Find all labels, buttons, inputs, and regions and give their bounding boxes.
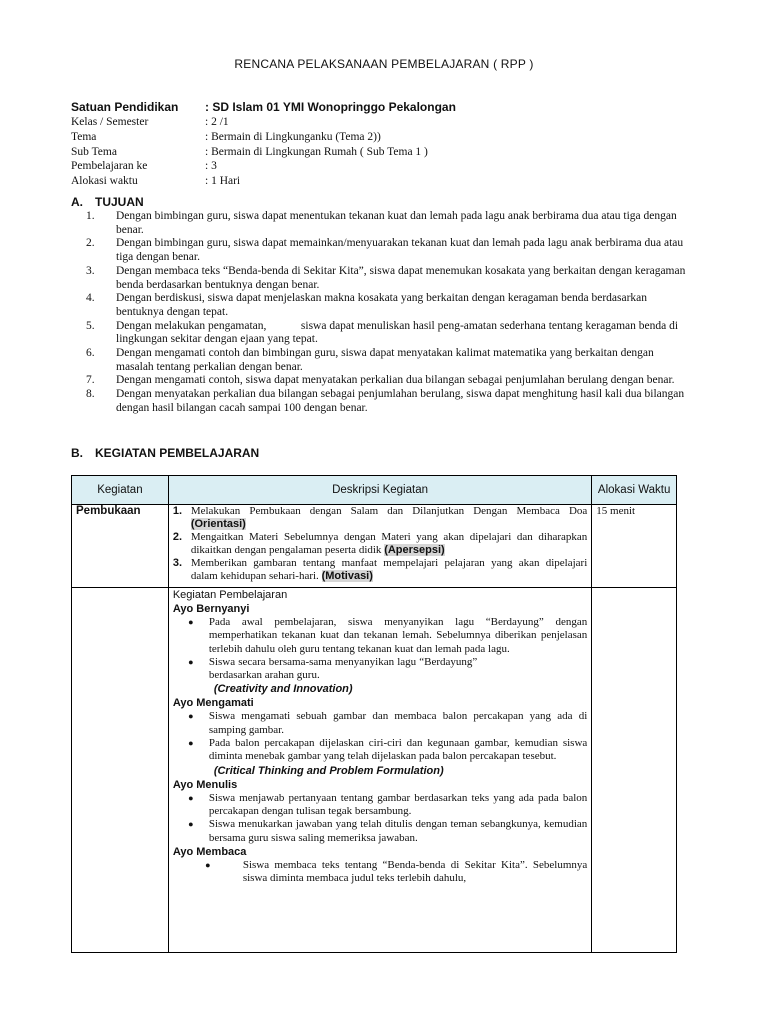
goal-text: Dengan mengamati contoh, siswa dapat menyatakan perkalian dua bilangan sebagai penjumlahan berulang dengan benar. xyxy=(116,374,675,387)
goal-text: Dengan melakukan pengamatan, siswa dapat menuliskan hasil peng-amatan sederhana tentang keragaman benda di lingkungan sekitar dengan ejaan yang tepat. xyxy=(116,319,681,346)
goal-text: Dengan mengamati contoh dan bimbingan guru, siswa dapat menyatakan kalimat matematika yang berkaitan dengan masalah tentang perkalian dengan benar. xyxy=(116,347,654,373)
activities-table xyxy=(71,475,677,953)
goal-item xyxy=(86,265,694,292)
block-title: Ayo Membaca xyxy=(172,845,247,858)
section-letter: A. xyxy=(71,195,83,209)
bullet-icon: ● xyxy=(188,617,194,627)
item-text: Melakukan Pembukaan dengan Salam dan Dilanjutkan Dengan Membaca Doa xyxy=(190,505,588,517)
bullet-icon: ● xyxy=(188,792,194,803)
goal-item xyxy=(86,347,694,374)
list-item xyxy=(173,616,587,656)
goal-item xyxy=(86,237,694,264)
list-item xyxy=(173,818,587,845)
bullet-icon: ● xyxy=(188,656,194,667)
bullet-text: Siswa menjawab pertanyaan tentang gambar berdasarkan teks yang ada pada balon percakapan dengan tulisan tegak bersambung. xyxy=(208,791,588,817)
goal-number: 5. xyxy=(86,319,95,332)
goal-text: Dengan bimbingan guru, siswa dapat menentukan tekanan kuat dan lemah pada lagu anak berbirama dua atau tiga dengan benar. xyxy=(116,210,677,236)
goal-item xyxy=(86,292,694,319)
goal-number: 4. xyxy=(86,292,95,305)
identity-label: Pembelajaran ke xyxy=(71,160,148,173)
goal-number: 1. xyxy=(86,210,95,222)
identity-row xyxy=(71,130,691,145)
identity-label: Satuan Pendidikan xyxy=(71,100,179,114)
identity-label: Tema xyxy=(71,130,97,143)
opening-time: 15 menit xyxy=(592,505,677,588)
identity-value: : Bermain di Lingkunganku (Tema 2)) xyxy=(205,130,381,143)
item-content xyxy=(191,531,587,557)
bullet-list xyxy=(173,792,587,845)
goal-number: 8. xyxy=(86,388,95,401)
bullet-text: Siswa membaca teks tentang “Benda-benda di Sekitar Kita”. Sebelumnya siswa diminta membaca judul teks terlebih dahulu, xyxy=(242,858,588,885)
header-kegiatan: Kegiatan xyxy=(72,476,169,505)
block-title: Ayo Mengamati xyxy=(172,697,254,710)
bullet-list xyxy=(173,859,587,886)
block-title: Ayo Bernyanyi xyxy=(172,603,250,615)
section-title: TUJUAN xyxy=(95,195,144,209)
core-time xyxy=(592,588,677,953)
block-title: Ayo Menulis xyxy=(172,778,238,791)
bullet-list xyxy=(173,616,587,682)
identity-label: Sub Tema xyxy=(71,145,117,158)
list-item xyxy=(173,531,587,557)
item-tag: (Apersepsi) xyxy=(384,544,445,556)
identity-row xyxy=(71,174,691,189)
section-a-heading xyxy=(71,195,144,209)
bullet-text: Siswa mengamati sebuah gambar dan membaca balon percakapan yang ada di samping gambar. xyxy=(208,710,588,736)
goal-item xyxy=(86,374,694,388)
list-item xyxy=(173,710,587,737)
table-header-row xyxy=(72,476,677,505)
core-heading: Kegiatan Pembelajaran xyxy=(172,589,288,601)
bullet-icon: ● xyxy=(188,738,194,749)
table-row-core xyxy=(72,588,677,953)
list-item xyxy=(173,737,587,764)
section-letter: B. xyxy=(71,446,83,460)
block-emphasis: (Creativity and Innovation) xyxy=(213,683,353,696)
list-item xyxy=(173,859,587,886)
item-content xyxy=(191,505,587,531)
item-content xyxy=(191,557,587,583)
goal-number: 6. xyxy=(86,347,95,360)
item-tag: (Orientasi) xyxy=(190,518,246,530)
header-deskripsi: Deskripsi Kegiatan xyxy=(168,476,591,505)
goal-text: Dengan berdiskusi, siswa dapat menjelaskan makna kosakata yang berkaitan dengan keragaman benda berdasarkan bentuknya dengan tepat. xyxy=(116,292,648,318)
goal-text: Dengan menyatakan perkalian dua bilangan sebagai penjumlahan berulang, siswa dapat menghitung hasil kali dua bilangan dengan hasil bilangan cacah sampai 100 dengan benar. xyxy=(116,388,685,414)
goal-text: Dengan bimbingan guru, siswa dapat memainkan/menyuarakan tekanan kuat dan lemah pada lagu anak berbirama dua atau tiga dengan benar. xyxy=(116,237,684,264)
item-number: 3. xyxy=(172,557,183,569)
header-alokasi: Alokasi Waktu xyxy=(592,476,677,505)
goal-item xyxy=(86,388,694,415)
bullet-text: Pada balon percakapan dijelaskan ciri-ciri dan kegunaan gambar, kemudian siswa diminta menebak gambar yang telah dijelaskan pada balon percakapan tesebut. xyxy=(208,737,588,763)
list-item xyxy=(173,557,587,583)
goal-number: 7. xyxy=(86,374,95,387)
goal-number: 3. xyxy=(86,264,95,277)
core-label xyxy=(72,588,169,953)
goal-text: Dengan membaca teks “Benda-benda di Sekitar Kita”, siswa dapat menemukan kosakata yang berkaitan dengan keragaman benda berdasarkan bentuknya dengan benar. xyxy=(116,264,686,291)
document-title: RENCANA PELAKSANAAN PEMBELAJARAN ( RPP ) xyxy=(234,57,534,71)
opening-description xyxy=(168,505,591,588)
bullet-icon: ● xyxy=(188,711,194,722)
bullet-text: Siswa secara bersama-sama menyanyikan lagu “Berdayung” berdasarkan arahan guru. xyxy=(208,655,478,682)
identity-value: : SD Islam 01 YMI Wonopringgo Pekalongan xyxy=(205,100,456,114)
goal-number: 2. xyxy=(86,237,95,250)
identity-row xyxy=(71,99,691,115)
item-number: 2. xyxy=(172,531,183,543)
identity-block xyxy=(71,99,691,189)
opening-label: Pembukaan xyxy=(72,505,169,588)
list-item xyxy=(173,792,587,819)
identity-value: : 3 xyxy=(205,160,217,173)
opening-list xyxy=(173,505,587,583)
bullet-text: Siswa menukarkan jawaban yang telah ditulis dengan teman sebangkunya, kemudian bersama guru siswa saling memeriksa jawaban. xyxy=(208,818,588,844)
bullet-text: Pada awal pembelajaran, siswa menyanyikan lagu “Berdayung” dengan memperhatikan tekanan kuat dan tekanan lemah. Sebelumnya diberikan penjelasan terlebih dahulu oleh guru tentang tekanan kuat dan lemah pada lagu. xyxy=(208,616,588,655)
bullet-icon: ● xyxy=(205,859,211,870)
item-tag: (Motivasi) xyxy=(321,570,373,582)
identity-row xyxy=(71,115,691,130)
table-row-opening xyxy=(72,505,677,588)
section-b-heading xyxy=(71,446,259,460)
identity-row xyxy=(71,145,691,160)
goal-item xyxy=(86,210,694,237)
identity-value: : 2 /1 xyxy=(205,116,229,128)
item-text: Memberikan gambaran tentang manfaat mempelajari pelajaran yang akan dipelajari dalam kehidupan sehari-hari. xyxy=(190,557,588,582)
item-number: 1. xyxy=(172,505,183,517)
identity-value: : 1 Hari xyxy=(205,175,241,188)
block-emphasis: (Critical Thinking and Problem Formulation) xyxy=(213,764,444,777)
goals-list xyxy=(86,210,694,416)
identity-value: : Bermain di Lingkungan Rumah ( Sub Tema 1 ) xyxy=(205,145,428,158)
bullet-icon: ● xyxy=(188,819,194,830)
item-text: Mengaitkan Materi Sebelumnya dengan Materi yang akan dipelajari dan diharapkan dikaitkan dengan pengalaman peserta didik xyxy=(190,531,588,556)
goal-item xyxy=(86,320,694,347)
section-title: KEGIATAN PEMBELAJARAN xyxy=(95,446,260,460)
identity-label: Alokasi waktu xyxy=(71,175,138,188)
identity-row xyxy=(71,159,691,174)
list-item xyxy=(173,505,587,531)
core-description xyxy=(168,588,591,953)
bullet-list xyxy=(173,710,587,763)
list-item xyxy=(173,656,587,683)
identity-label: Kelas / Semester xyxy=(71,116,149,128)
